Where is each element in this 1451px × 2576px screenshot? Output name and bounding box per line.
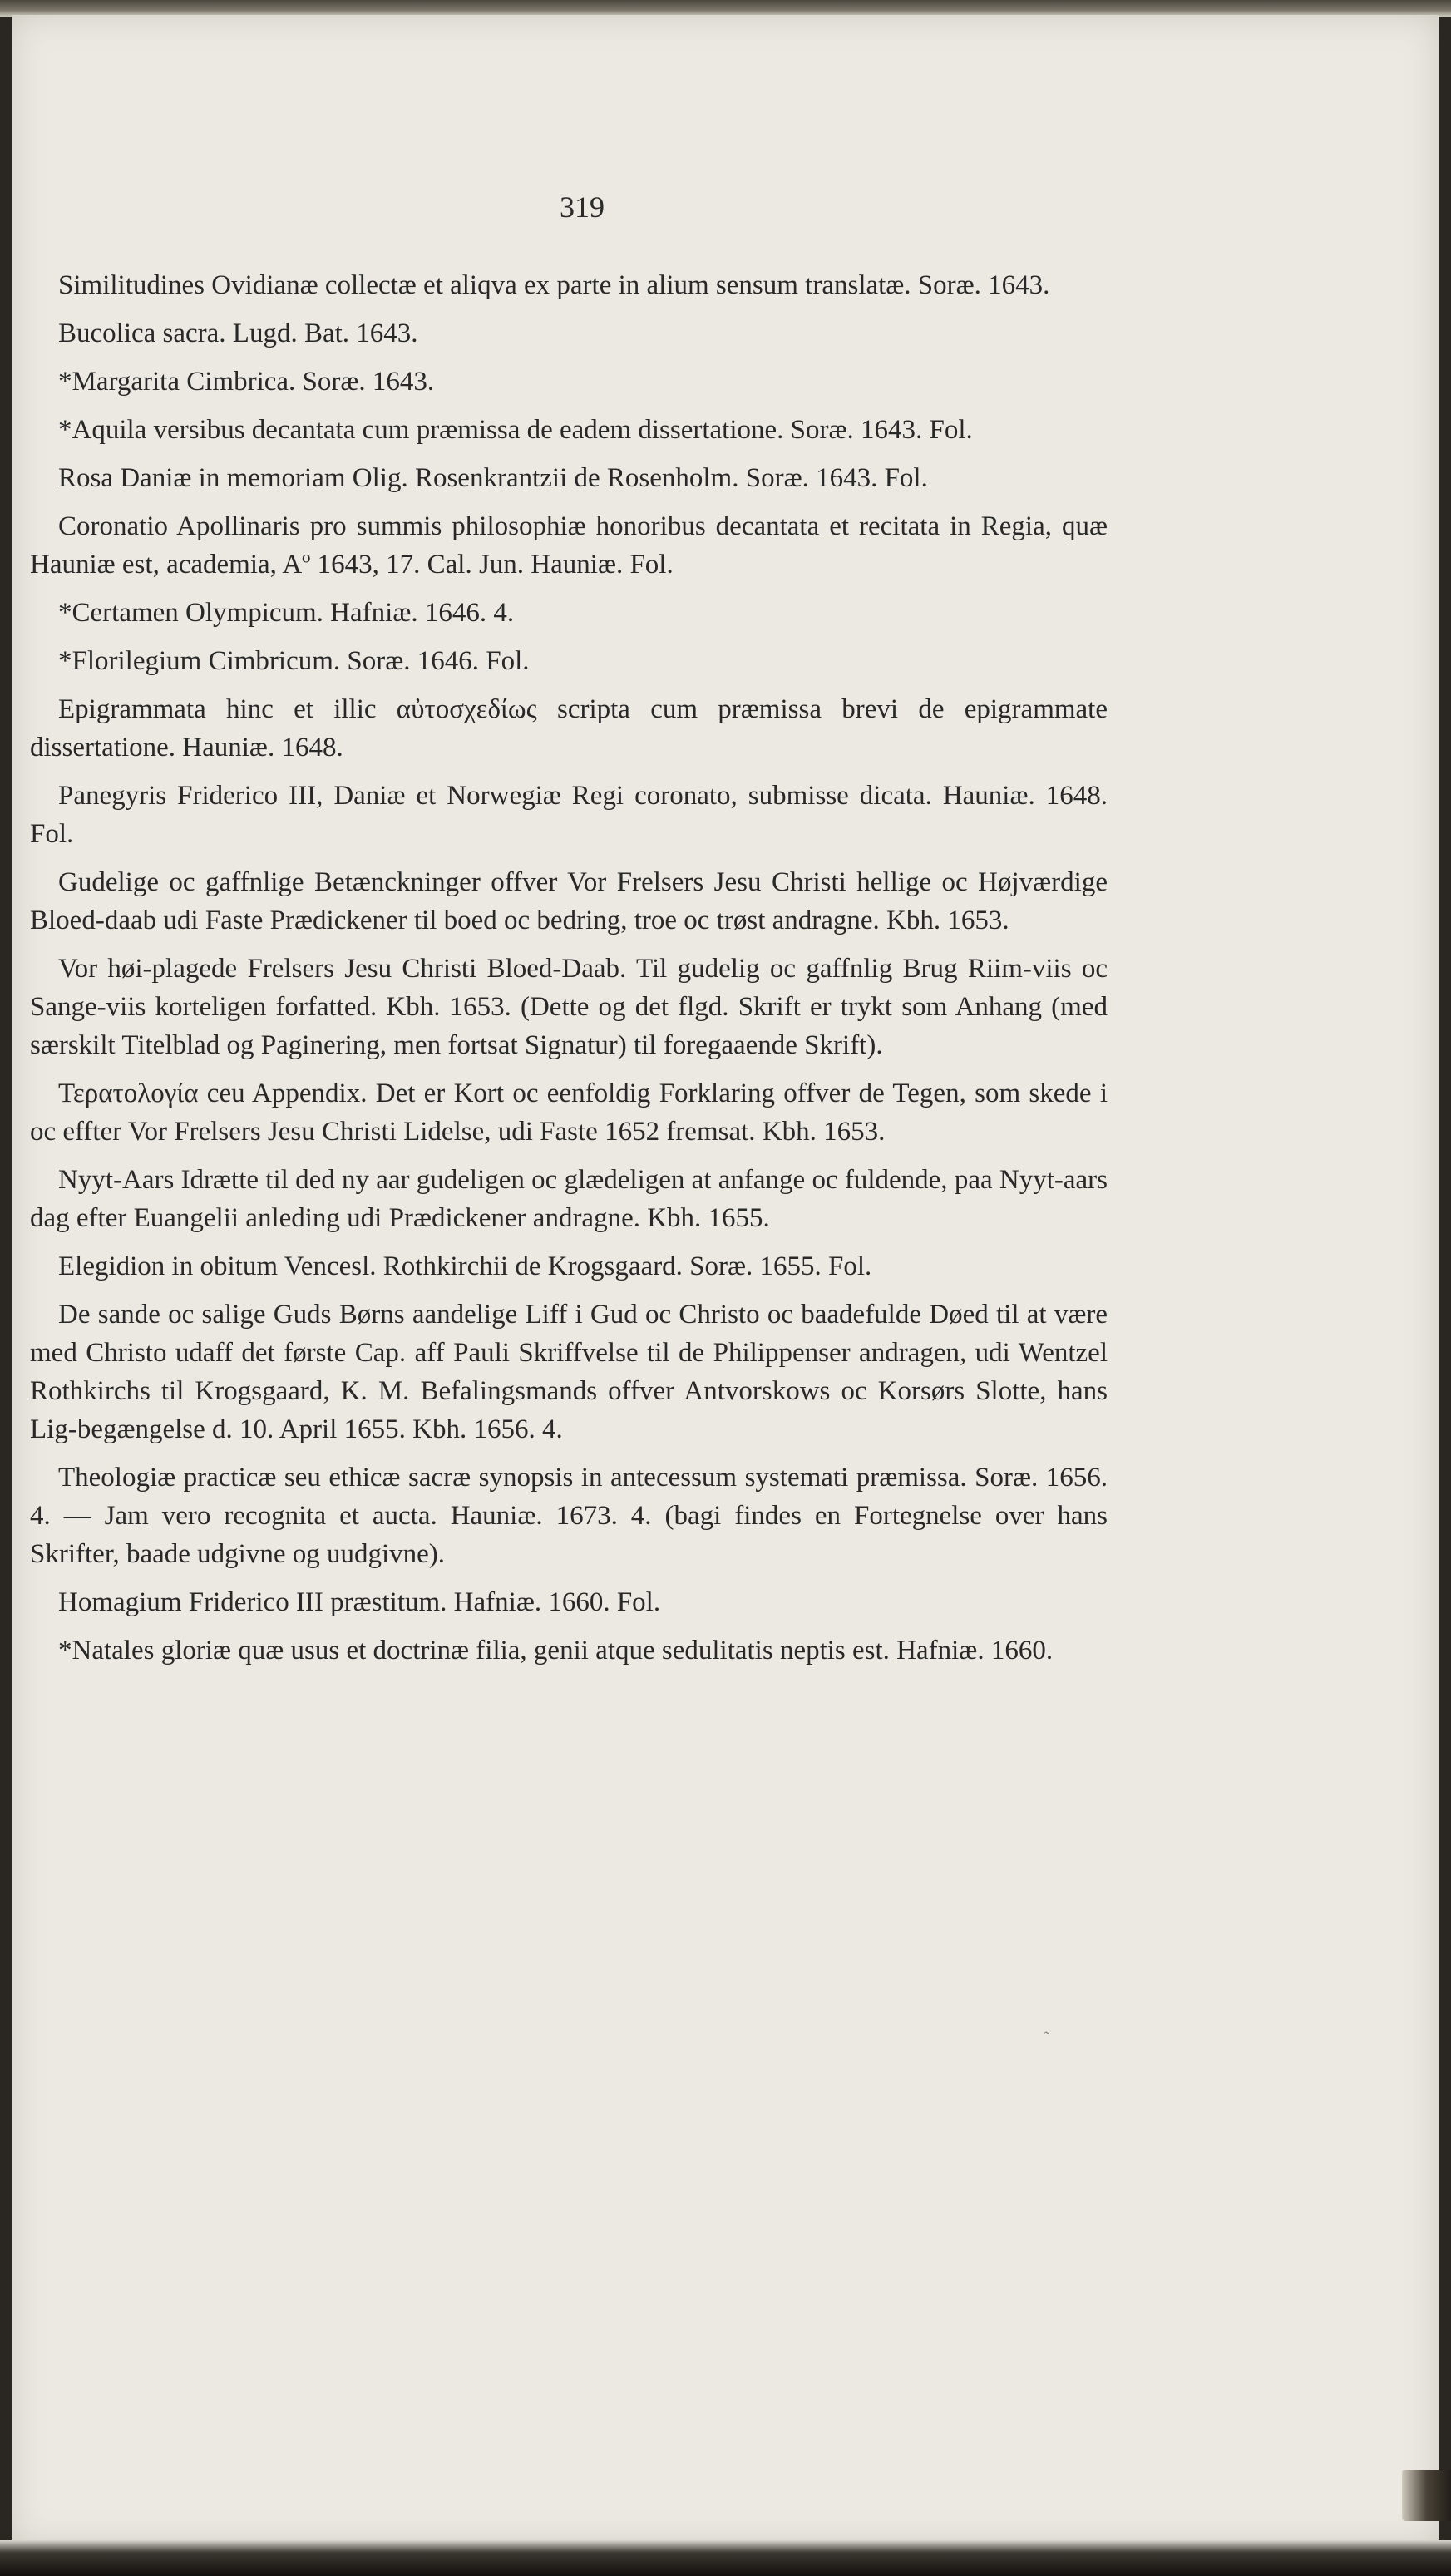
- bibliography-entry: Vor høi-plagede Frelsers Jesu Christi Bloed-Daab. Til gudelig oc gaffnlig Brug Riim-viis oc Sange-viis korteligen forfatted. Kbh. 1653. (Dette og det flgd. Skrift er trykt som Anhang (med særskilt Titelblad og Paginering, men fortsat Signatur) til foregaaende Skrift).: [30, 954, 1108, 1060]
- bibliography-entry: Rosa Daniæ in memoriam Olig. Rosenkrantzii de Rosenholm. Soræ. 1643. Fol.: [58, 463, 928, 493]
- bibliography-entry: Coronatio Apollinaris pro summis philosophiæ honoribus decantata et recitata in Regia, quæ Hauniæ est, academia, Aº 1643, 17. Cal. Jun. Hauniæ. Fol.: [30, 511, 1108, 580]
- bibliography-entry: Similitudines Ovidianæ collectæ et aliqva ex parte in alium sensum translatæ. Soræ. 1643.: [58, 270, 1050, 300]
- bibliography-entry: Panegyris Friderico III, Daniæ et Norwegiæ Regi coronato, submisse dicata. Hauniæ. 1648. Fol.: [30, 781, 1108, 849]
- page-top-edge: [0, 0, 1451, 17]
- binding-tab: [1402, 2470, 1451, 2521]
- bibliography-entry: Theologiæ practicæ seu ethicæ sacræ synopsis in antecessum systemati præmissa. Soræ. 1656. 4. — Jam vero recognita et aucta. Hauniæ. 1673. 4. (bagi findes en Fortegnelse over hans Skrifter, baade udgivne og uudgivne).: [30, 1463, 1108, 1569]
- stray-print-mark: ˜: [1044, 2029, 1049, 2046]
- bibliography-entry: De sande oc salige Guds Børns aandelige Liff i Gud oc Christo oc baadefulde Døed til at være med Christo udaff det første Cap. aff Pauli Skriffvelse til de Philippenser andragen, udi Wentzel Rothkirchs til Krogsgaard, K. M. Befalingsmands offver Antvorskows oc Korsørs Slotte, hans Lig-begængelse d. 10. April 1655. Kbh. 1656. 4.: [30, 1300, 1108, 1444]
- bibliography-entry: *Natales gloriæ quæ usus et doctrinæ filia, genii atque sedulitatis neptis est. Hafniæ. 1660.: [58, 1636, 1054, 1666]
- bibliography-entry: *Aquila versibus decantata cum præmissa de eadem dissertatione. Soræ. 1643. Fol.: [58, 415, 973, 445]
- bibliography-entry: *Margarita Cimbrica. Soræ. 1643.: [58, 367, 435, 397]
- bibliography-entry: Τερατολογία ceu Appendix. Det er Kort oc eenfoldig Forklaring offver de Tegen, som skede i oc effter Vor Frelsers Jesu Christi Lidelse, udi Faste 1652 fremsat. Kbh. 1653.: [30, 1078, 1108, 1147]
- bibliography-entry: Gudelige oc gaffnlige Betænckninger offver Vor Frelsers Jesu Christi hellige oc Højværdige Bloed-daab udi Faste Prædickener til boed oc bedring, troe oc trøst andragne. Kbh. 1653.: [30, 867, 1108, 935]
- bibliography-entry: *Florilegium Cimbricum. Soræ. 1646. Fol.: [58, 646, 530, 676]
- page-bottom-edge: [0, 2540, 1451, 2576]
- bibliography-entry: *Certamen Olympicum. Hafniæ. 1646. 4.: [58, 598, 515, 628]
- page-number: 319: [560, 190, 605, 224]
- bibliography-entry: Homagium Friderico III præstitum. Hafniæ. 1660. Fol.: [58, 1587, 661, 1617]
- bibliography-list: [30, 266, 1108, 1680]
- bibliography-entry: Epigrammata hinc et illic αὐτοσχεδίως scripta cum præmissa brevi de epigrammate dissertatione. Hauniæ. 1648.: [30, 694, 1108, 762]
- bibliography-entry: Elegidion in obitum Vencesl. Rothkirchii de Krogsgaard. Soræ. 1655. Fol.: [58, 1251, 872, 1281]
- bibliography-entry: Nyyt-Aars Idrætte til ded ny aar gudeligen oc glædeligen at anfange oc fuldende, paa Nyyt-aars dag efter Euangelii anleding udi Prædickener andragne. Kbh. 1655.: [30, 1165, 1108, 1233]
- bibliography-entry: Bucolica sacra. Lugd. Bat. 1643.: [58, 318, 418, 348]
